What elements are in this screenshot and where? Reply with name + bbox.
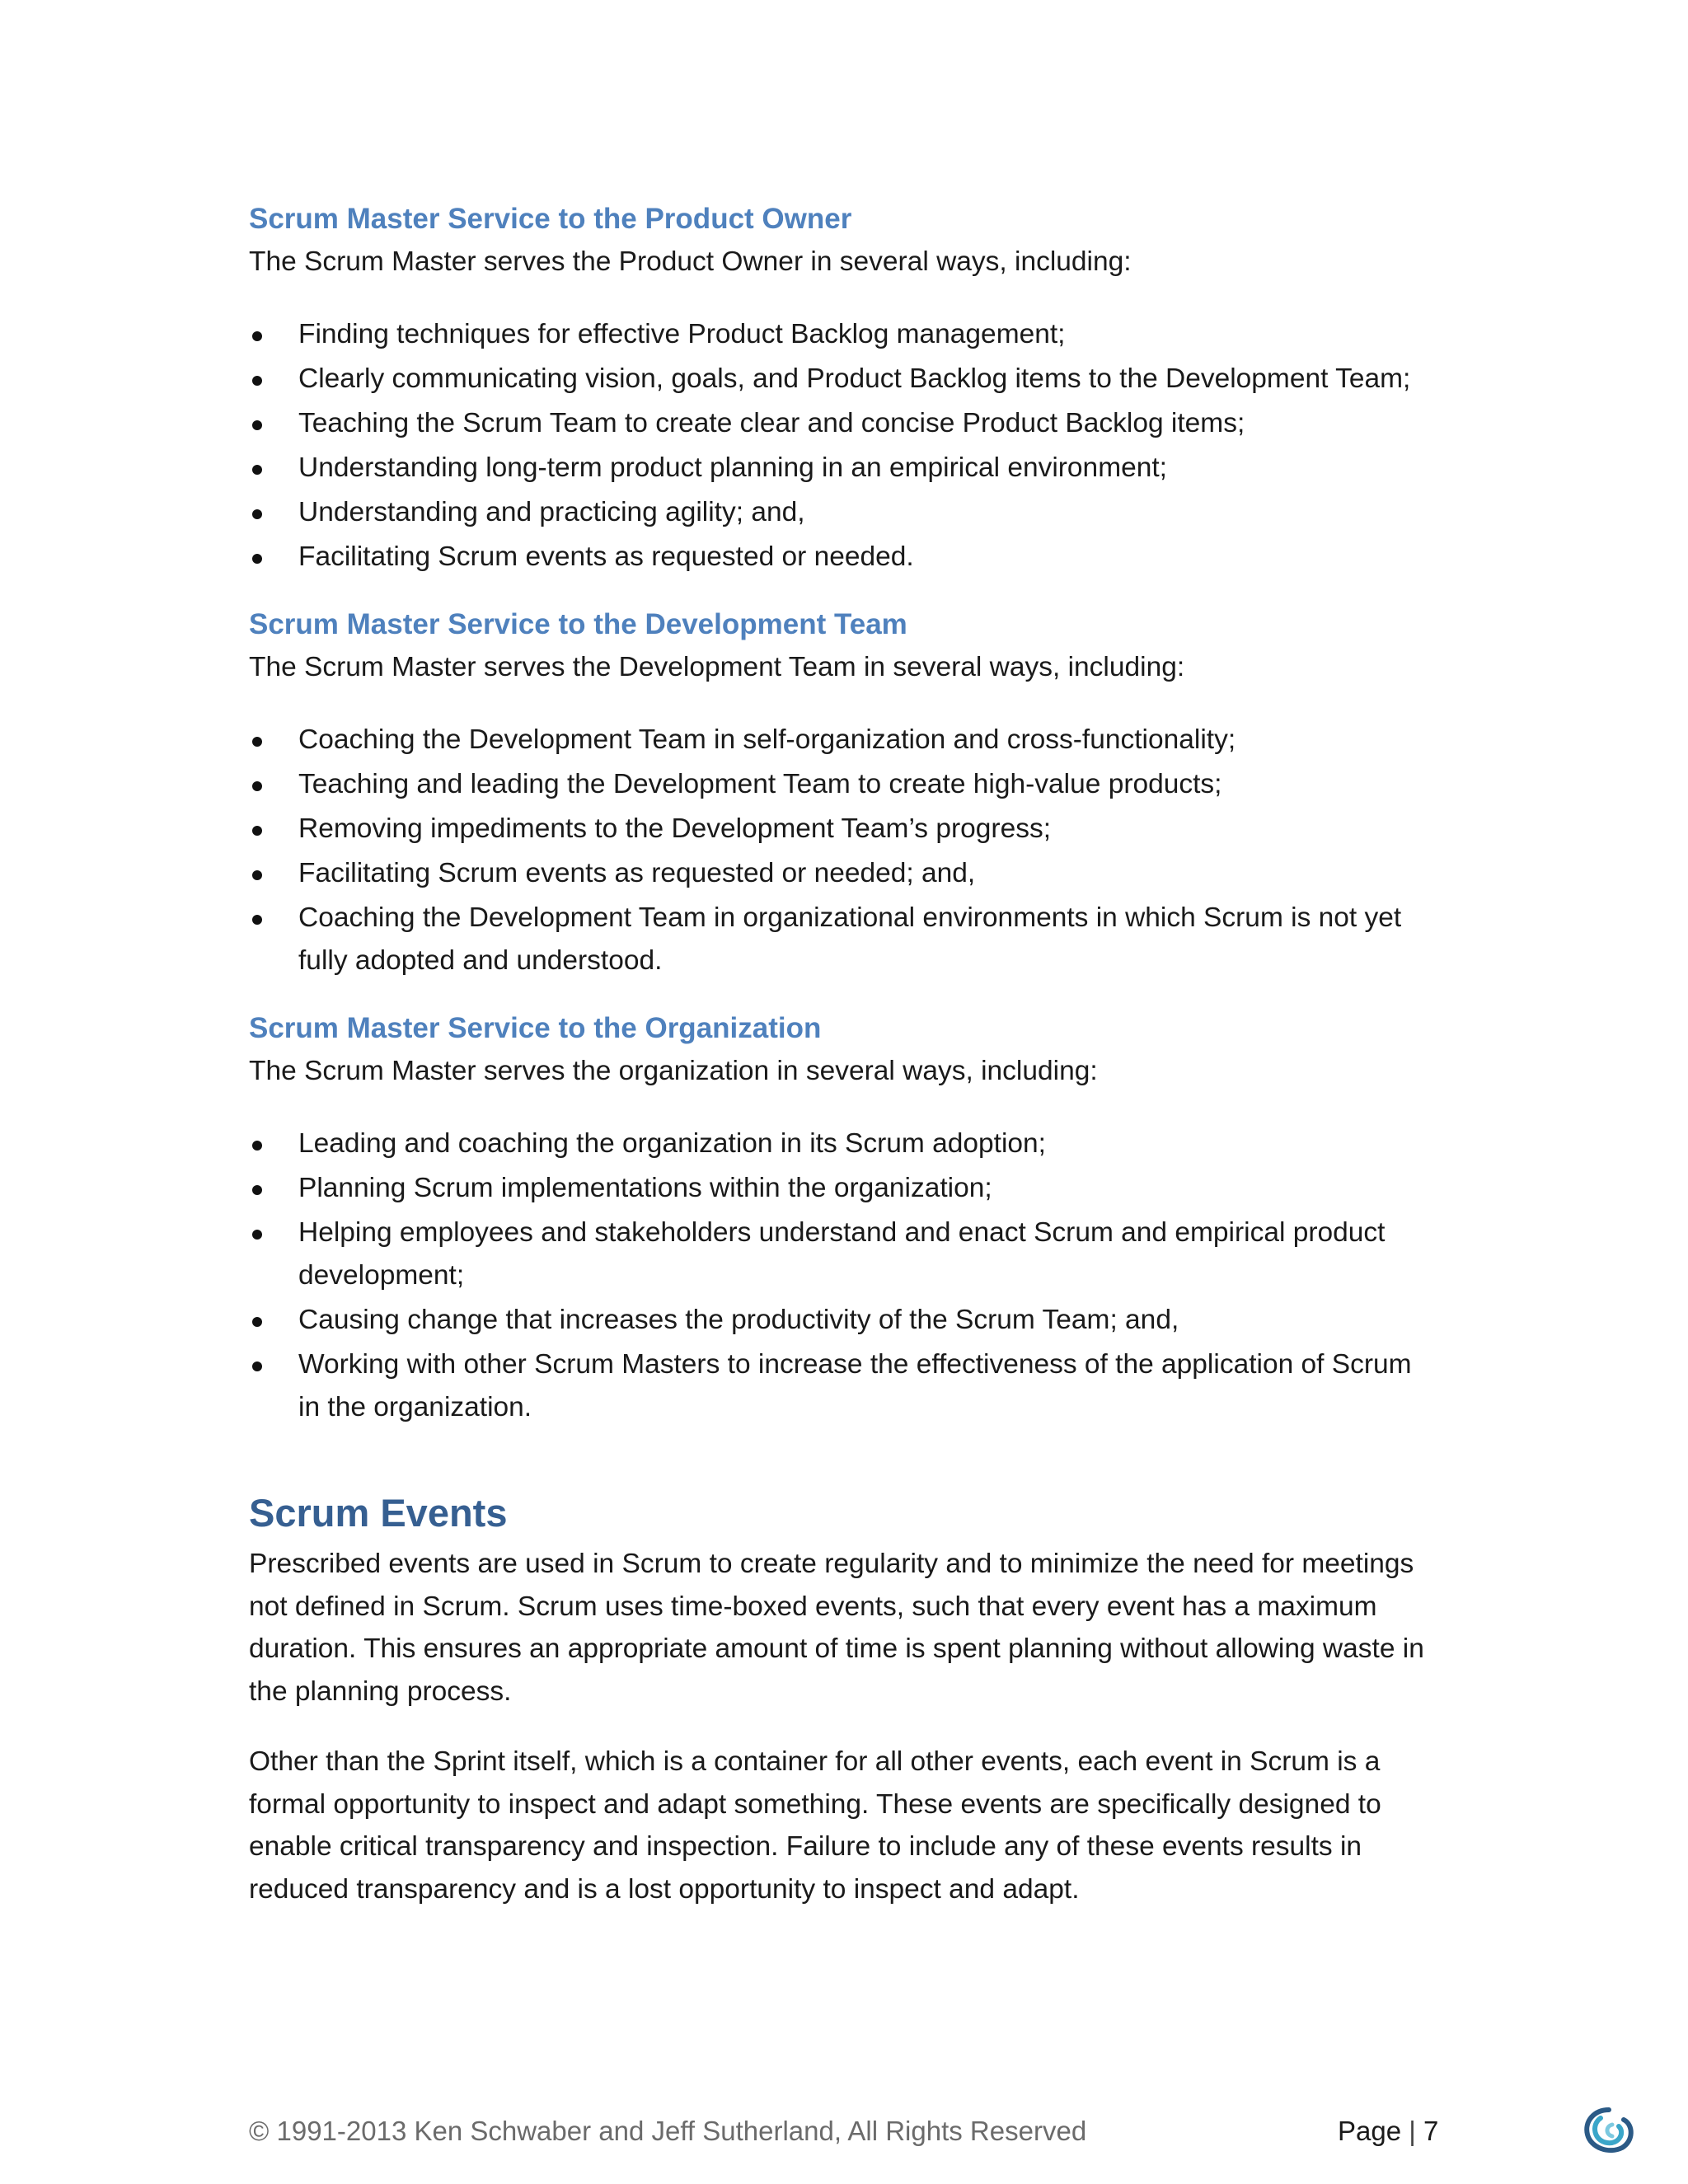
bullet-list <box>249 313 1436 579</box>
bullet-icon <box>252 1230 262 1240</box>
list-item <box>249 491 1436 534</box>
list-item <box>249 447 1436 490</box>
section-organization <box>249 1007 1436 1429</box>
bullet-icon <box>252 1361 262 1371</box>
list-item <box>249 719 1436 762</box>
list-item-text: Clearly communicating vision, goals, and Product Backlog items to the Development Team; <box>298 363 1411 394</box>
section-intro: The Scrum Master serves the Development Team in several ways, including: <box>249 652 1185 682</box>
list-item-text: Facilitating Scrum events as requested or needed; and, <box>298 858 976 888</box>
list-item <box>249 536 1436 579</box>
list-item <box>249 313 1436 356</box>
paragraph: Other than the Sprint itself, which is a container for all other events, each event in Scrum is a formal opportunity to inspect and adapt something. These events are specifically designed to enable critical transparency and inspection. Failure to include any of these events results in reduced transparency and is a lost opportunity to inspect and adapt. <box>249 1746 1381 1905</box>
list-item <box>249 1122 1436 1165</box>
section-heading: Scrum Master Service to the Organization <box>249 1012 822 1044</box>
list-item <box>249 1343 1436 1429</box>
list-item-text: Coaching the Development Team in self-organization and cross-functionality; <box>298 724 1236 755</box>
paragraph: Prescribed events are used in Scrum to create regularity and to minimize the need for meetings not defined in Scrum. Scrum uses time-boxed events, such that every event has a maximum duration. This ensures an appropriate amount of time is spent planning without allowing waste in the planning process. <box>249 1549 1424 1707</box>
section-title: Scrum Events <box>249 1491 508 1535</box>
footer-copyright: © 1991-2013 Ken Schwaber and Jeff Sutherland, All Rights Reserved <box>249 2116 1087 2146</box>
section-development-team <box>249 603 1436 982</box>
page-number: 7 <box>1423 2116 1439 2146</box>
list-item-text: Planning Scrum implementations within the organization; <box>298 1173 992 1203</box>
list-item <box>249 1299 1436 1342</box>
section-product-owner <box>249 198 1436 579</box>
list-item <box>249 808 1436 851</box>
bullet-icon <box>252 1185 262 1195</box>
bullet-icon <box>252 554 262 564</box>
list-item-text: Understanding and practicing agility; and, <box>298 497 805 527</box>
list-item-text: Coaching the Development Team in organizational environments in which Scrum is not yet fully adopted and understood. <box>298 902 1402 976</box>
bullet-icon <box>252 420 262 430</box>
section-intro: The Scrum Master serves the Product Owner in several ways, including: <box>249 246 1132 277</box>
list-item-text: Teaching the Scrum Team to create clear and concise Product Backlog items; <box>298 408 1245 438</box>
page-separator: | <box>1409 2116 1416 2146</box>
list-item-text: Leading and coaching the organization in its Scrum adoption; <box>298 1128 1046 1159</box>
list-item <box>249 1167 1436 1210</box>
footer-page-indicator <box>1338 2116 1438 2147</box>
bullet-icon <box>252 915 262 925</box>
bullet-icon <box>252 1141 262 1151</box>
bullet-icon <box>252 1317 262 1327</box>
bullet-icon <box>252 509 262 519</box>
section-heading: Scrum Master Service to the Product Owner <box>249 203 852 235</box>
bullet-icon <box>252 376 262 386</box>
bullet-list <box>249 1122 1436 1429</box>
list-item <box>249 852 1436 895</box>
bullet-list <box>249 719 1436 982</box>
bullet-icon <box>252 826 262 836</box>
list-item-text: Causing change that increases the productivity of the Scrum Team; and, <box>298 1305 1179 1335</box>
list-item-text: Removing impediments to the Development Team’s progress; <box>298 813 1052 844</box>
section-scrum-events <box>249 1487 1436 1910</box>
page-label: Page <box>1338 2116 1402 2146</box>
list-item <box>249 402 1436 445</box>
list-item <box>249 358 1436 401</box>
bullet-icon <box>252 781 262 791</box>
list-item-text: Finding techniques for effective Product Backlog management; <box>298 319 1066 349</box>
document-body <box>249 198 1436 1938</box>
list-item <box>249 897 1436 982</box>
list-item-text: Working with other Scrum Masters to increase the effectiveness of the application of Scrum in the organization. <box>298 1349 1412 1422</box>
bullet-icon <box>252 870 262 880</box>
scrum-swirl-logo-icon <box>1576 2100 1642 2166</box>
list-item-text: Facilitating Scrum events as requested or needed. <box>298 541 914 572</box>
list-item-text: Understanding long-term product planning in an empirical environment; <box>298 452 1167 483</box>
list-item <box>249 1212 1436 1297</box>
list-item-text: Teaching and leading the Development Team to create high-value products; <box>298 769 1222 799</box>
list-item-text: Helping employees and stakeholders understand and enact Scrum and empirical product development; <box>298 1217 1386 1291</box>
bullet-icon <box>252 737 262 747</box>
list-item <box>249 763 1436 806</box>
bullet-icon <box>252 465 262 475</box>
bullet-icon <box>252 331 262 341</box>
section-intro: The Scrum Master serves the organization in several ways, including: <box>249 1056 1098 1086</box>
section-heading: Scrum Master Service to the Development Team <box>249 608 907 640</box>
